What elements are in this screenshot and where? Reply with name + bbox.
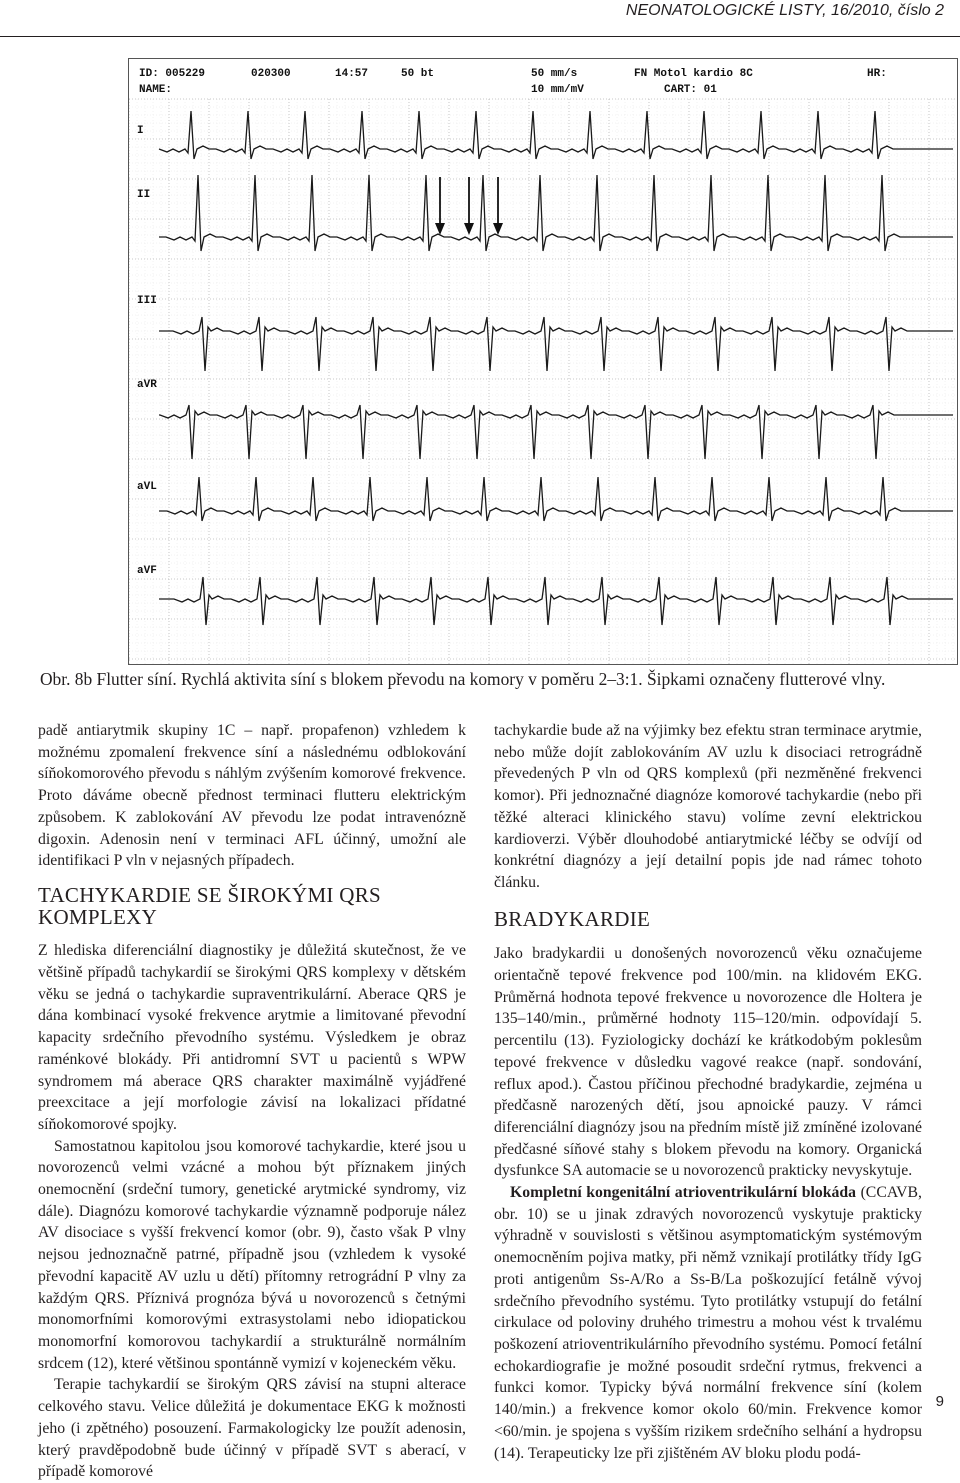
flutter-wave-arrow-icon [435,177,445,235]
page-number: 9 [935,1393,944,1410]
trace-lead-avf [159,577,953,625]
lead-label-avf: aVF [137,565,157,577]
left-column [38,720,466,1483]
ccavb-bold-term: Kompletní kongenitální atrioventrikulární blokáda [510,1184,857,1202]
ecg-speed: 50 mm/s [531,68,578,80]
right-paragraph-2 [494,1182,922,1464]
trace-lead-i [159,111,953,159]
ecg-rate: 50 bt [401,68,435,80]
ecg-figure [128,58,958,665]
lead-label-avr: aVR [137,379,157,391]
ecg-grid [129,99,957,664]
ccavb-text: (CCAVB, obr. 10) se u jinak zdravých novorozenců vyskytuje prakticky výhradně v souvislosti s většinou asymptomatickým systémovým onemocněním pojiva matky, při němž vznikají protilátky třídy IgG proti antigenům Ss-A/Ro a Ss-B/La poškozující fetálně vývoj srdečního převodního systému. Tyto protilátky vstupují do fetální cirkulace od poloviny druhého trimestru a mohou vést k trvalému poškození atrioventrikulárního převodního systému. Pomocí fetální echokardiografie je možné posoudit srdeční rytmus, frekvenci a funkci komor. Typicky bývá normální frekvence síní (kolem 140/min.) a frekvence komor okolo 60/min. Frekvence komor <60/min. je spojena s vyšším rizikem srdečního selhání a hydropsu (14). Terapeuticky lze při zjištěném AV bloku plodu podá- [494,1184,922,1462]
left-paragraph-3: Terapie tachykardií se širokým QRS závisí na stupni alterace celkového stavu. Velice důležitá je dokumentace EKG k možnosti jeho (i zpětného) posouzení. Farmakologicky lze použít adenosin, který pravděpodobně bude účinný v případě SVT s aberací, v případě komorové [38,1376,466,1481]
section-heading-bradycardia: BRADYKARDIE [494,906,651,931]
lead-label-avl: aVL [137,481,157,493]
flutter-wave-arrow-icon [493,177,503,235]
ecg-traces [159,111,953,625]
left-intro-paragraph: padě antiarytmik skupiny 1C – např. propafenon) vzhledem k možnému zpomalení frekvence síní a následnému odblokování síňokomorového převodu s náhlým zvýšením komorové frekvence. Proto dáváme obecně přednost terminaci flutteru elektrickým způsobem. K zablokování AV převodu lze podat intravenózně digoxin. Adenosin není v terminaci AFL účinný, umožní ale identifikaci P vln v nejasných případech. [38,722,466,870]
trace-lead-ii [159,175,953,251]
section-heading-wide-qrs: TACHYKARDIE SE ŠIROKÝMI QRS KOMPLEXY [38,882,382,929]
ecg-arrows [435,177,503,235]
lead-label-i: I [137,125,144,137]
ecg-cart: CART: 01 [664,84,717,96]
right-column [494,720,922,1464]
journal-header: NEONATOLOGICKÉ LISTY, 16/2010, číslo 2 [625,2,944,19]
ecg-device: FN Motol kardio 8C [634,68,753,80]
header-rule [0,36,960,37]
ecg-time: 14:57 [335,68,369,80]
ecg-chart [129,59,957,664]
ecg-name-label: NAME: [139,84,173,96]
left-paragraph-1: Z hlediska diferenciální diagnostiky je důležitá skutečnost, že ve většině případů tachykardií se širokými QRS komplexy v dětském věku se jedná o tachykardie supraventrikulární. Aberace QRS je dána kombinací vysoké frekvence arytmie a limitované převodní kapacity srdečního převodního systému. Výsledkem je obraz raménkové blokády. Při antidromní SVT u pacientů s WPW syndromem má aberace QRS charakter maximálně vyjádřené preexcitace a její morfologie závisí na lokalizaci přídatné síňokomorové spojky. [38,942,466,1133]
lead-label-iii: III [137,295,157,307]
ecg-hr-label: HR: [867,68,887,80]
left-paragraph-2: Samostatnou kapitolou jsou komorové tachykardie, které jsou u novorozenců velmi vzácné a mohou být příznakem jiných onemocnění (srdeční tumory, genetické arytmické syndromy, viz dále). Diagnózu komorové tachykardie významně podporuje nález AV disociace s vyšší frekvencí komor (obr. 9), často však P vlny nejsou jednoznačně patrné, případně jsou (vzhledem k vysoké převodní kapacitě AV uzlu u dětí) přítomny retrográdní P vlny za každým QRS. Příznivá prognóza bývá u novorozenců s četnými monomorfními komorovými extrasystolami nebo idiopatickou monomorfní komorovou tachykardií a strukturálně normálním srdcem (12), které většinou spontánně vymizí v kojeneckém věku. [38,1137,466,1372]
right-paragraph-1: Jako bradykardii u donošených novorozenců věku označujeme orientačně tepové frekvence pod 100/min. na klidovém EKG. Průměrná hodnota tepové frekvence u novorozence dle Holtera je 135–140/min., průměrné hodnoty 115–120/min. odpovídají 5. percentilu (13). Fyziologicky dochází ke krátkodobým poklesům tepové frekvence v důsledku vagové reakce (např. sondování, reflux apod.). Častou příčinou přechodné bradykardie, zejména u předčasně narozených dětí, jsou apnoické pauzy. V rámci diferenciální diagnózy jsou na předním místě již zmíněné izolované předčasné síňové stahy s blokem převodu na komory. Organická dysfunkce SA automacie se u novorozenců prakticky nevyskytuje. [494,945,922,1180]
flutter-wave-arrow-icon [464,177,474,235]
right-intro-paragraph: tachykardie bude až na výjimky bez efektu stran terminace arytmie, nebo může dojít zablokováním AV uzlu k disociaci retrográdně převedených P vln od QRS komplexů (při nezměněné frekvenci komor). Při jednoznačné diagnóze komorové tachykardie (nebo při těžké alteraci klinického stavu) volíme zevní elektrickou kardioverzi. Výběr dlouhodobé antiarytmické léčby se odvíjí od konkrétní diagnózy a její detailní popis jde nad rámec tohoto článku. [494,722,922,891]
ecg-code: 020300 [251,68,291,80]
ecg-gain: 10 mm/mV [531,84,584,96]
ecg-id-label: ID: 005229 [139,68,206,80]
lead-label-ii: II [137,189,151,201]
figure-caption: Obr. 8b Flutter síní. Rychlá aktivita síní s blokem převodu na komory v poměru 2–3:1. Šipkami označeny flutterové vlny. [40,669,886,689]
